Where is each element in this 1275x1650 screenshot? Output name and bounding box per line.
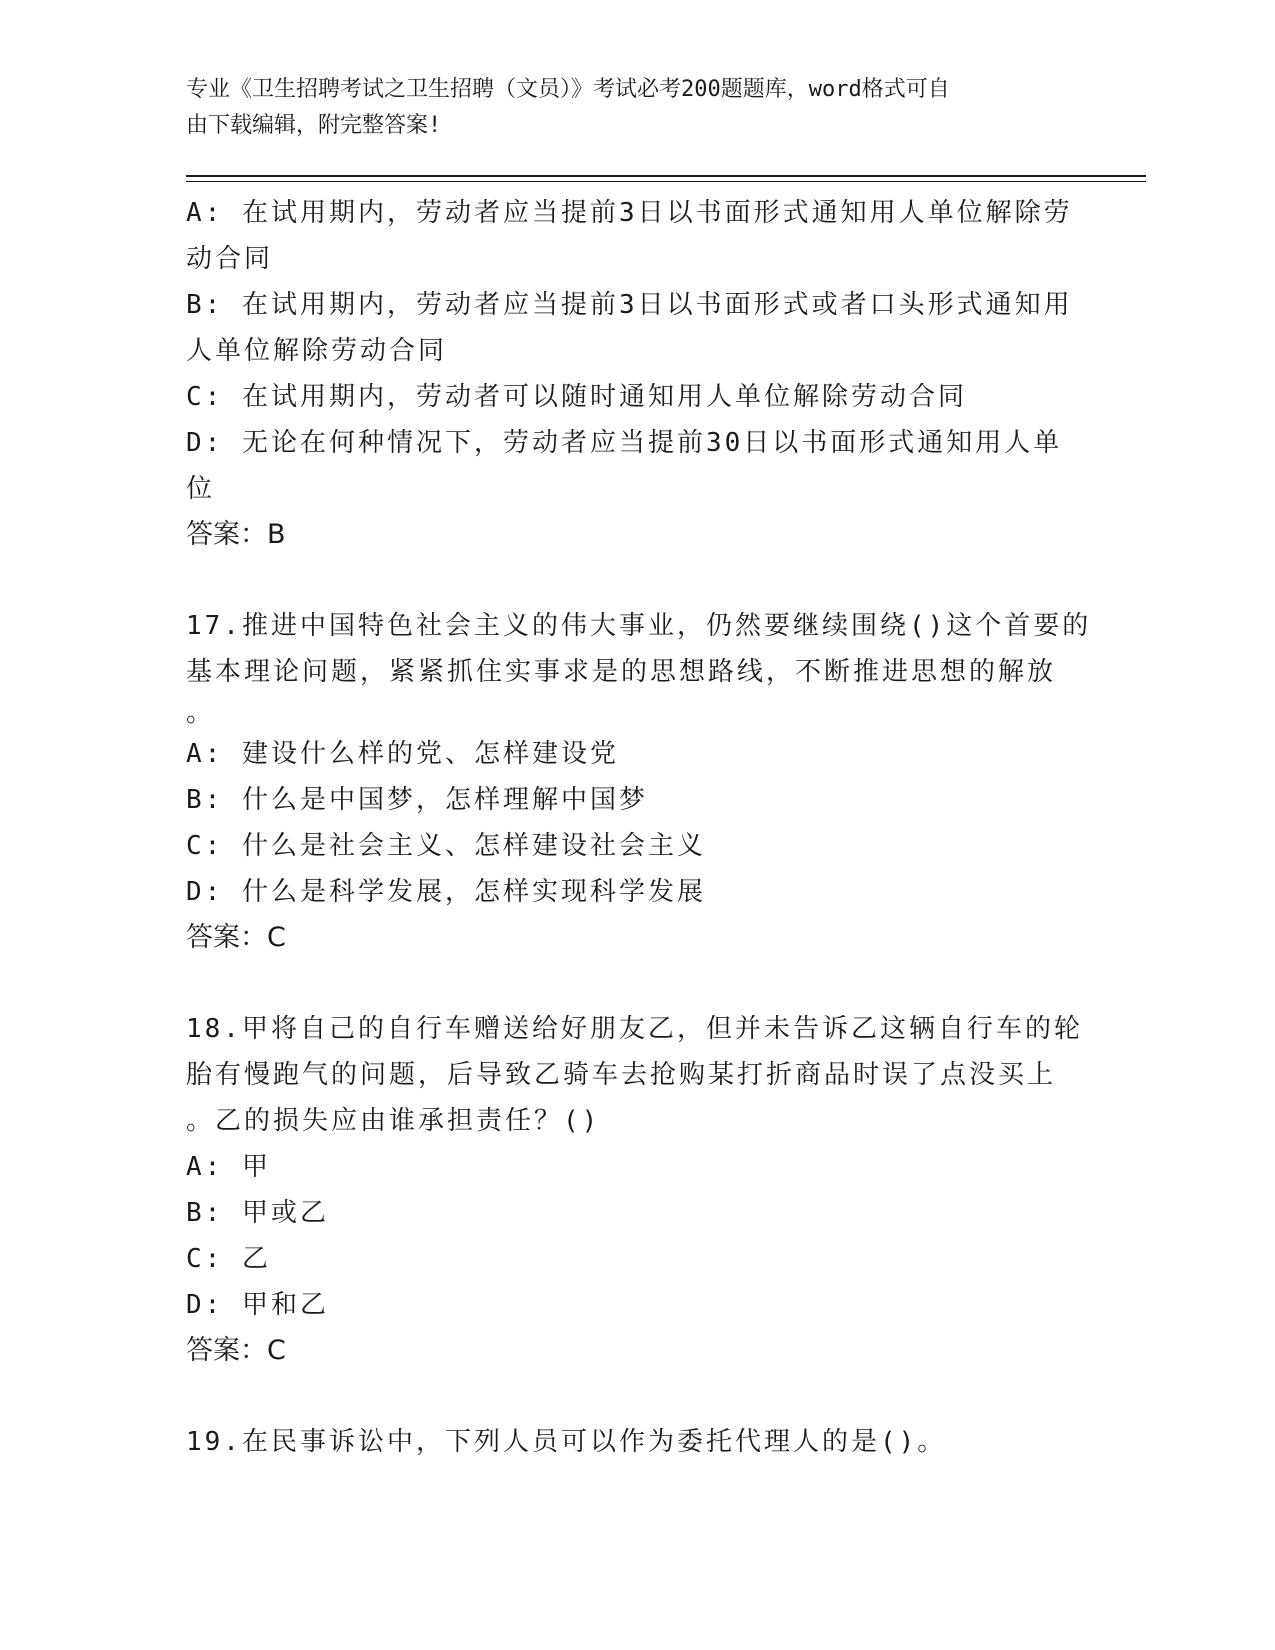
question-stem-line-2: 基本理论问题，紧紧抓住实事求是的思想路线，不断推进思想的解放 bbox=[186, 657, 1057, 687]
option-a-line-2: 动合同 bbox=[186, 244, 274, 274]
option-b: B: 什么是中国梦，怎样理解中国梦 bbox=[186, 785, 648, 815]
question-stem-line-1: 19.在民事诉讼中，下列人员可以作为委托代理人的是()。 bbox=[186, 1427, 947, 1457]
option-d-line-2: 位 bbox=[186, 474, 216, 504]
question-gap bbox=[186, 961, 1086, 1006]
header-rule-thick bbox=[186, 175, 1146, 177]
question-stem-line-3: 。 bbox=[186, 698, 216, 728]
document-header bbox=[186, 72, 1066, 144]
option-a: A: 建设什么样的党、怎样建设党 bbox=[186, 739, 619, 769]
question-19 bbox=[186, 1419, 1086, 1465]
answer-label: 答案：C bbox=[186, 1335, 286, 1366]
answer-label: 答案：B bbox=[186, 519, 286, 550]
answer-label: 答案：C bbox=[186, 922, 286, 953]
option-c: C: 什么是社会主义、怎样建设社会主义 bbox=[186, 831, 706, 861]
header-line-2: 由下载编辑，附完整答案! bbox=[186, 113, 442, 138]
question-gap bbox=[186, 558, 1086, 603]
option-c: C: 乙 bbox=[186, 1244, 271, 1274]
option-d: D: 甲和乙 bbox=[186, 1290, 329, 1320]
option-d: D: 什么是科学发展，怎样实现科学发展 bbox=[186, 877, 706, 907]
header-rule-thin bbox=[186, 181, 1146, 182]
question-stem-line-1: 17.推进中国特色社会主义的伟大事业，仍然要继续围绕()这个首要的 bbox=[186, 611, 1092, 641]
question-stem-line-1: 18.甲将自己的自行车赠送给好朋友乙，但并未告诉乙这辆自行车的轮 bbox=[186, 1014, 1083, 1044]
question-18 bbox=[186, 1006, 1086, 1374]
document-body bbox=[186, 190, 1092, 1465]
option-a: A: 甲 bbox=[186, 1152, 271, 1182]
question-gap bbox=[186, 1374, 1086, 1419]
option-d-line-1: D: 无论在何种情况下，劳动者应当提前30日以书面形式通知用人单 bbox=[186, 428, 1063, 458]
question-16 bbox=[186, 190, 1086, 558]
option-c-line-1: C: 在试用期内，劳动者可以随时通知用人单位解除劳动合同 bbox=[186, 382, 967, 412]
question-stem-line-3: 。乙的损失应由谁承担责任？() bbox=[186, 1106, 601, 1136]
option-b-line-2: 人单位解除劳动合同 bbox=[186, 336, 448, 366]
option-b: B: 甲或乙 bbox=[186, 1198, 329, 1228]
question-17 bbox=[186, 603, 1092, 961]
question-stem-line-2: 胎有慢跑气的问题，后导致乙骑车去抢购某打折商品时误了点没买上 bbox=[186, 1060, 1057, 1090]
option-b-line-1: B: 在试用期内，劳动者应当提前3日以书面形式或者口头形式通知用 bbox=[186, 290, 1073, 320]
header-line-1: 专业《卫生招聘考试之卫生招聘（文员）》考试必考200题题库，word格式可自 bbox=[186, 77, 950, 102]
option-a-line-1: A: 在试用期内，劳动者应当提前3日以书面形式通知用人单位解除劳 bbox=[186, 198, 1073, 228]
